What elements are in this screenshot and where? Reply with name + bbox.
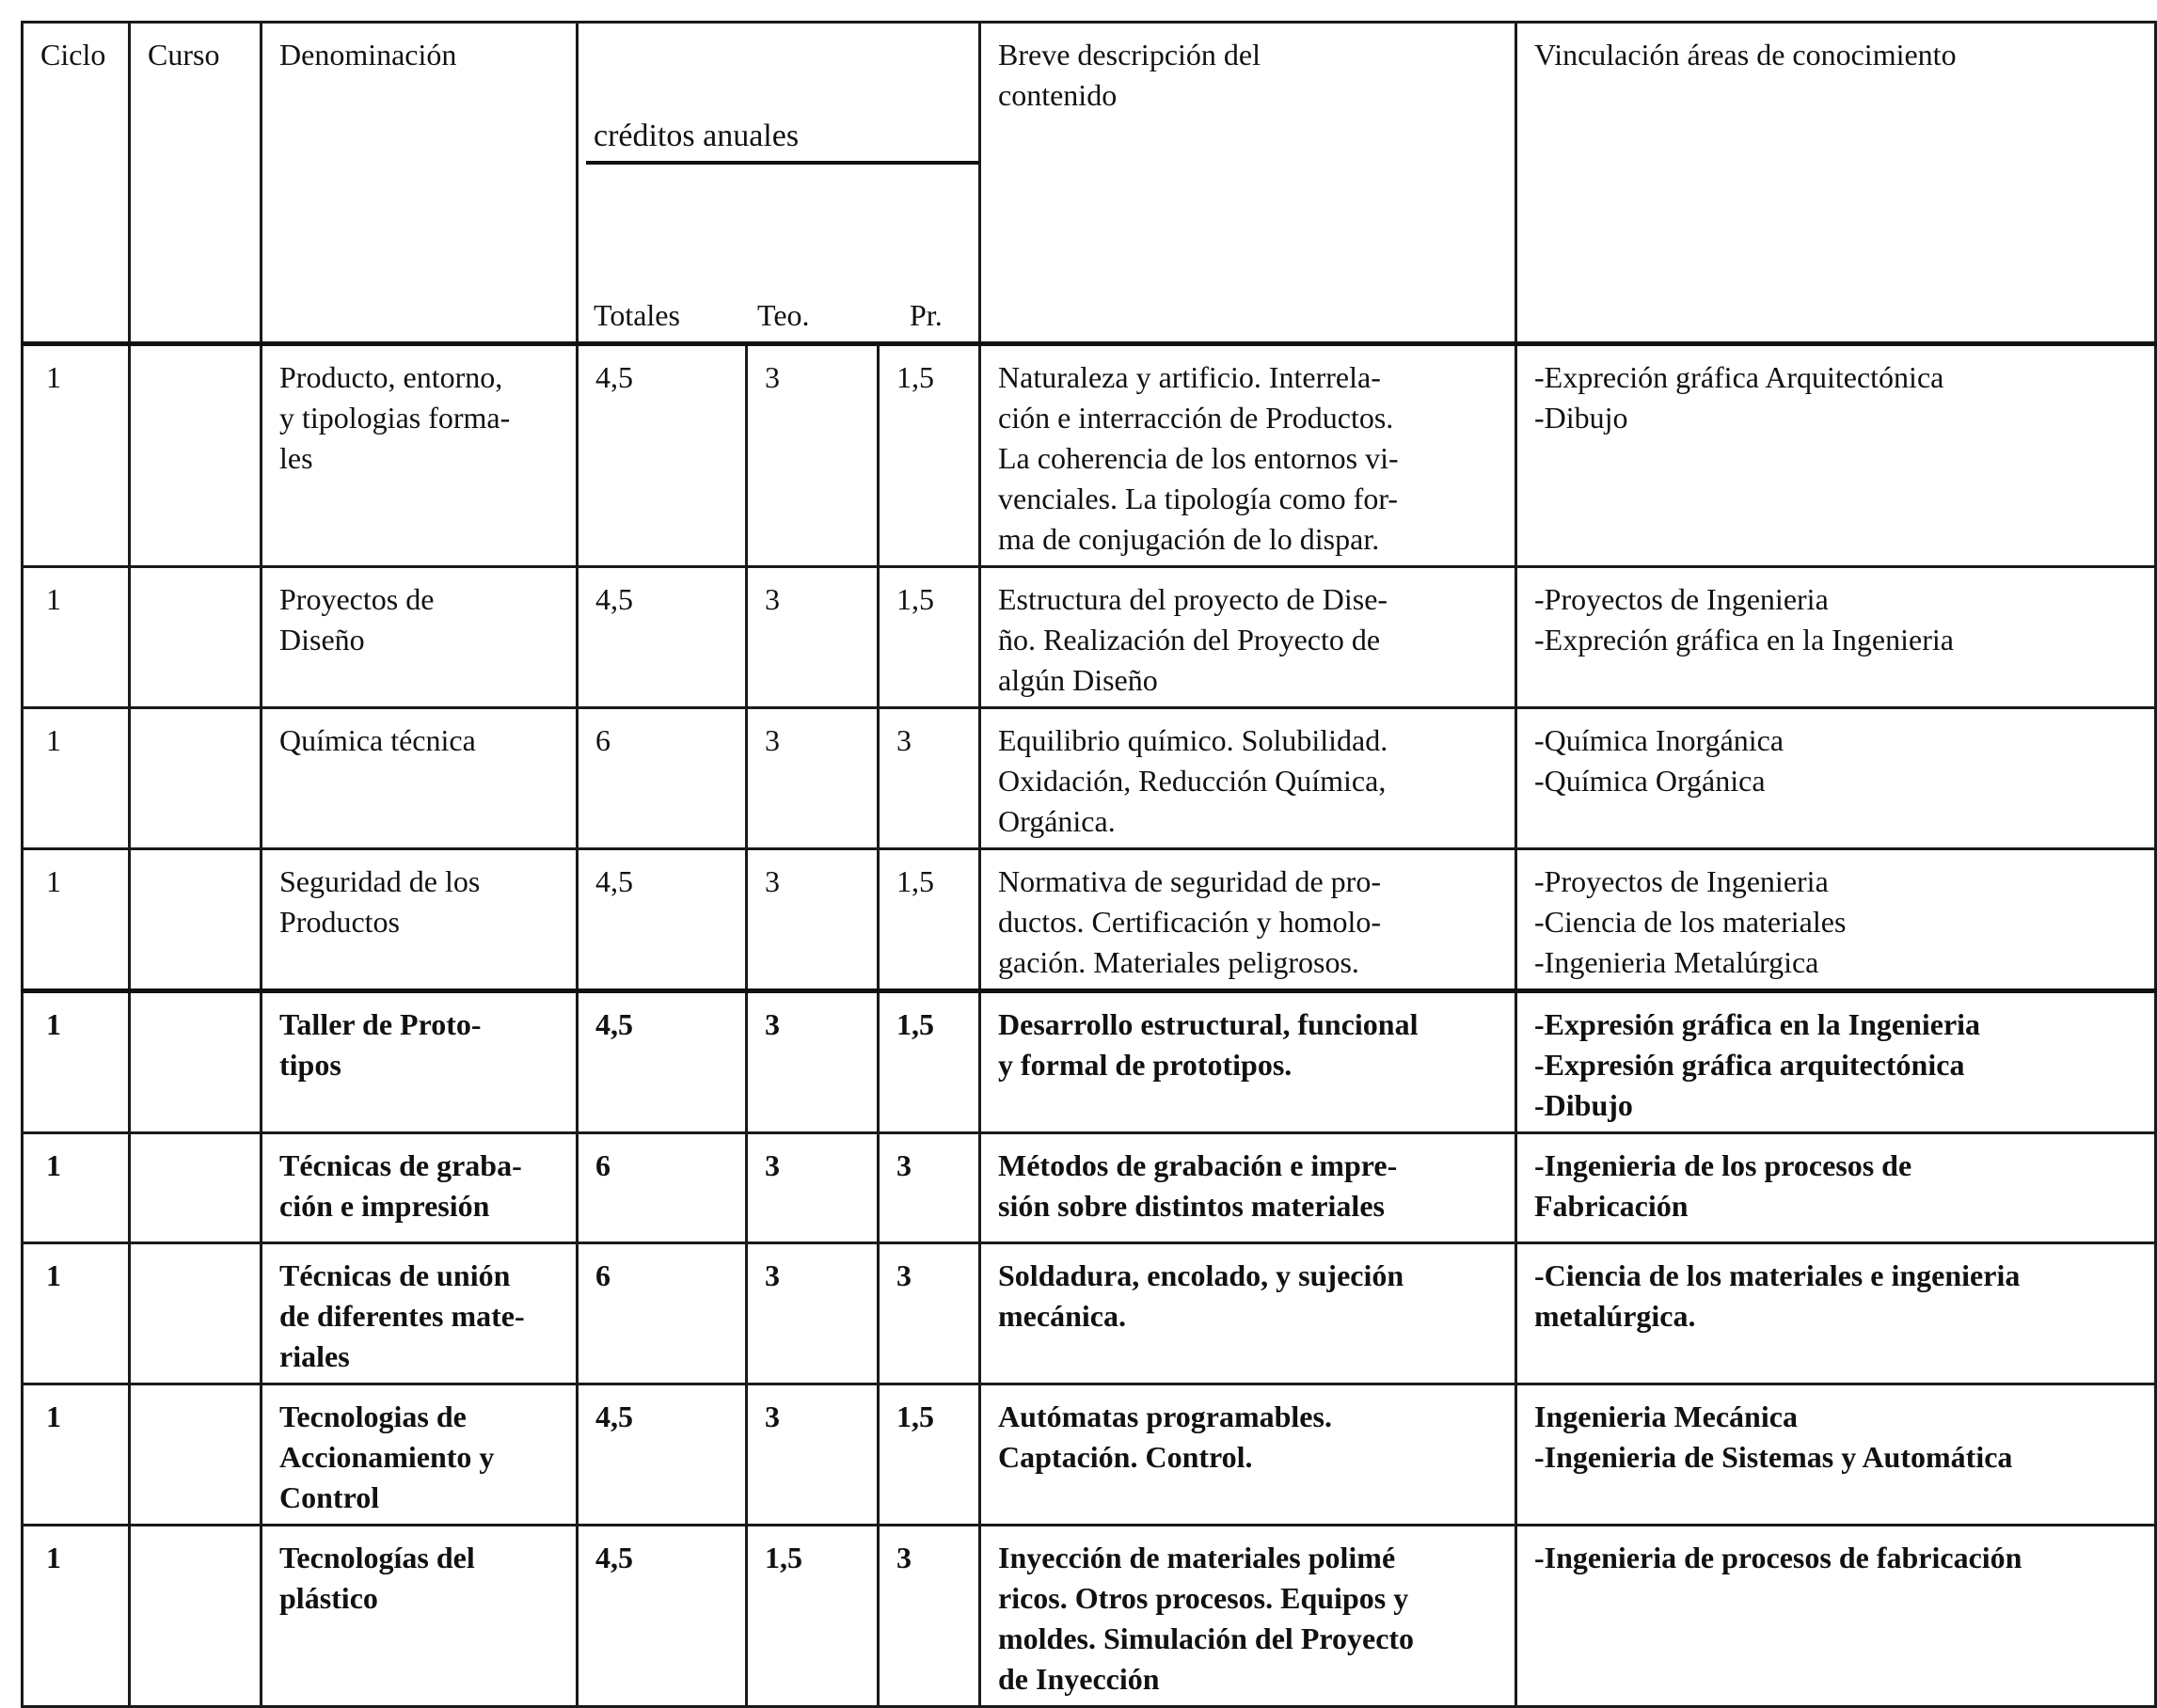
cell-vinculacion: -Química Inorgánica -Química Orgánica [1516, 708, 2156, 849]
cell-pr: 1,5 [879, 567, 980, 708]
header-vinculacion: Vinculación áreas de conocimiento [1516, 23, 2156, 344]
table-row [23, 991, 2156, 1133]
cell-pr: 1,5 [879, 344, 980, 567]
cell-curso [130, 1243, 262, 1384]
cell-descripcion: Autómatas programables. Captación. Control. [980, 1384, 1516, 1526]
cell-descripcion: Métodos de grabación e impre- sión sobre distintos materiales [980, 1133, 1516, 1243]
cell-teo: 3 [747, 567, 879, 708]
cell-curso [130, 1384, 262, 1526]
header-ciclo: Ciclo [23, 23, 130, 344]
subjects-table [21, 21, 2157, 1708]
cell-descripcion: Desarrollo estructural, funcional y formal de prototipos. [980, 991, 1516, 1133]
table-row [23, 1526, 2156, 1707]
cell-curso [130, 567, 262, 708]
cell-pr: 1,5 [879, 849, 980, 991]
cell-curso [130, 708, 262, 849]
header-teo: Teo. [757, 298, 810, 332]
creditos-underline [586, 161, 978, 165]
cell-pr: 1,5 [879, 1384, 980, 1526]
cell-curso [130, 849, 262, 991]
cell-denominacion: Seguridad de los Productos [262, 849, 578, 991]
curriculum-sheet [21, 21, 2154, 1696]
table-row [23, 1133, 2156, 1243]
cell-denominacion: Química técnica [262, 708, 578, 849]
cell-totales: 4,5 [578, 1526, 747, 1707]
cell-totales: 4,5 [578, 567, 747, 708]
cell-totales: 4,5 [578, 849, 747, 991]
cell-teo: 1,5 [747, 1526, 879, 1707]
cell-curso [130, 1133, 262, 1243]
header-descripcion: Breve descripción del contenido [980, 23, 1516, 344]
creditos-title: créditos anuales [594, 119, 800, 153]
cell-denominacion: Proyectos de Diseño [262, 567, 578, 708]
cell-ciclo: 1 [23, 344, 130, 567]
header-creditos [578, 23, 980, 344]
table-row [23, 344, 2156, 567]
header-denominacion: Denominación [262, 23, 578, 344]
cell-teo: 3 [747, 708, 879, 849]
cell-vinculacion: -Ingenieria de los procesos de Fabricación [1516, 1133, 2156, 1243]
cell-denominacion: Taller de Proto- tipos [262, 991, 578, 1133]
cell-teo: 3 [747, 344, 879, 567]
cell-ciclo: 1 [23, 708, 130, 849]
cell-totales: 4,5 [578, 344, 747, 567]
cell-ciclo: 1 [23, 1526, 130, 1707]
table-row [23, 708, 2156, 849]
cell-ciclo: 1 [23, 991, 130, 1133]
header-curso: Curso [130, 23, 262, 344]
cell-descripcion: Soldadura, encolado, y sujeción mecánica. [980, 1243, 1516, 1384]
cell-vinculacion: -Proyectos de Ingenieria -Ciencia de los materiales -Ingenieria Metalúrgica [1516, 849, 2156, 991]
cell-ciclo: 1 [23, 567, 130, 708]
cell-pr: 3 [879, 1243, 980, 1384]
table-row [23, 1384, 2156, 1526]
cell-teo: 3 [747, 849, 879, 991]
header-row [23, 23, 2156, 344]
cell-totales: 6 [578, 1133, 747, 1243]
table-row [23, 567, 2156, 708]
cell-descripcion: Normativa de seguridad de pro- ductos. Certificación y homolo- gación. Materiales peligrosos. [980, 849, 1516, 991]
cell-denominacion: Técnicas de unión de diferentes mate- riales [262, 1243, 578, 1384]
header-totales: Totales [594, 298, 680, 332]
cell-vinculacion: -Proyectos de Ingenieria -Expreción gráfica en la Ingenieria [1516, 567, 2156, 708]
cell-descripcion: Naturaleza y artificio. Interrela- ción e interracción de Productos. La coherencia de los entornos vi- venciales. La tipología como for- ma de conjugación de lo dispar. [980, 344, 1516, 567]
cell-descripcion: Equilibrio químico. Solubilidad. Oxidación, Reducción Química, Orgánica. [980, 708, 1516, 849]
cell-curso [130, 991, 262, 1133]
cell-totales: 6 [578, 708, 747, 849]
cell-denominacion: Producto, entorno, y tipologias forma- les [262, 344, 578, 567]
cell-curso [130, 344, 262, 567]
cell-vinculacion: -Ciencia de los materiales e ingenieria metalúrgica. [1516, 1243, 2156, 1384]
cell-vinculacion: -Expresión gráfica en la Ingenieria -Expresión gráfica arquitectónica -Dibujo [1516, 991, 2156, 1133]
cell-teo: 3 [747, 1133, 879, 1243]
cell-teo: 3 [747, 1243, 879, 1384]
cell-vinculacion: -Ingenieria de procesos de fabricación [1516, 1526, 2156, 1707]
cell-denominacion: Técnicas de graba- ción e impresión [262, 1133, 578, 1243]
cell-totales: 4,5 [578, 991, 747, 1133]
table-row [23, 849, 2156, 991]
cell-ciclo: 1 [23, 1243, 130, 1384]
cell-ciclo: 1 [23, 1384, 130, 1526]
cell-teo: 3 [747, 1384, 879, 1526]
cell-pr: 1,5 [879, 991, 980, 1133]
cell-ciclo: 1 [23, 1133, 130, 1243]
cell-teo: 3 [747, 991, 879, 1133]
header-pr: Pr. [910, 298, 943, 332]
cell-denominacion: Tecnologias de Accionamiento y Control [262, 1384, 578, 1526]
cell-vinculacion: Ingenieria Mecánica -Ingenieria de Sistemas y Automática [1516, 1384, 2156, 1526]
cell-descripcion: Estructura del proyecto de Dise- ño. Realización del Proyecto de algún Diseño [980, 567, 1516, 708]
cell-vinculacion: -Expreción gráfica Arquitectónica -Dibujo [1516, 344, 2156, 567]
cell-totales: 4,5 [578, 1384, 747, 1526]
table-row [23, 1243, 2156, 1384]
cell-pr: 3 [879, 708, 980, 849]
cell-ciclo: 1 [23, 849, 130, 991]
cell-totales: 6 [578, 1243, 747, 1384]
cell-pr: 3 [879, 1526, 980, 1707]
cell-descripcion: Inyección de materiales polimé ricos. Otros procesos. Equipos y moldes. Simulación del Proyecto de Inyección [980, 1526, 1516, 1707]
cell-pr: 3 [879, 1133, 980, 1243]
cell-curso [130, 1526, 262, 1707]
cell-denominacion: Tecnologías del plástico [262, 1526, 578, 1707]
